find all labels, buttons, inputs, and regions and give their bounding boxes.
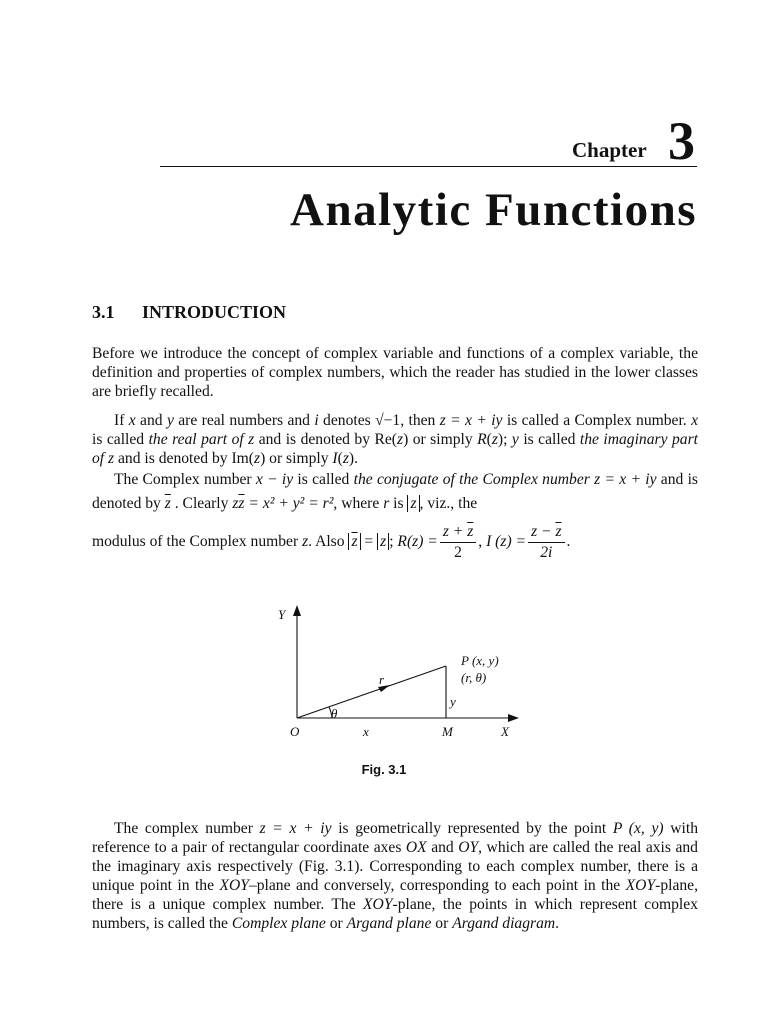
sqrt-minus-one: √−1 (375, 412, 401, 429)
radius-line (297, 666, 446, 718)
polar-coords-label: (r, θ) (461, 670, 487, 685)
x-axis-arrowhead (508, 714, 519, 722)
argand-diagram (270, 595, 540, 745)
chapter-heading (560, 111, 700, 171)
section-heading (92, 302, 286, 323)
chapter-number: 3 (668, 111, 695, 171)
m-point-label: M (442, 724, 453, 739)
intro-paragraph: Before we introduce the concept of complex variable and functions of a complex variable, the definition and properties of complex numbers, which the reader has studied in the lower classes are briefly recalled. (92, 345, 698, 400)
origin-label: O (290, 724, 300, 739)
x-length-label: x (363, 724, 369, 739)
y-axis-arrowhead (293, 605, 301, 616)
section-title: INTRODUCTION (142, 302, 287, 322)
x-axis-label: X (501, 724, 509, 739)
geometric-representation-paragraph: The complex number z = x + iy is geometrically represented by the point P (x, y) with reference to a pair of rectangular coordinate axes OX and OY, which are called the real axis and the imaginary axis respectively (Fig. 3.1). Corresponding to each complex number, there is a unique point in the XOY–plane and conversely, corresponding to each point in the XOY-plane, there is a unique complex number. The XOY-plane, the points in which represent complex numbers, is called the Complex plane or Argand plane or Argand diagram. (92, 820, 698, 932)
modulus-formula-line: modulus of the Complex number z. Also $\overline{z} = z$ ; R(z) = $\frac{z + \overline{z}}{2}$ , I (z) = $\frac{z - \overline{z}}{2i}$ . (92, 523, 571, 561)
theta-label: θ (331, 706, 338, 721)
conjugate-definition: The Complex number x − iy is called the conjugate of the Complex number z = x + iy and is denoted by $\overline{z}$ . Clearly $z\overline{z} = x^2 + y^2 = r^2$, where r is z , viz., the (92, 471, 698, 512)
y-axis-label: Y (278, 607, 286, 622)
chapter-title: Analytic Functions (290, 184, 697, 236)
imaginary-part-fraction: $\frac{z - \overline{z}}{2i}$ (528, 522, 564, 563)
figure-caption: Fig. 3.1 (361, 762, 407, 777)
chapter-rule (160, 166, 697, 167)
y-length-label: y (450, 694, 456, 709)
real-part-fraction: $\frac{z + \overline{z}}{2}$ (440, 522, 476, 563)
complex-number-definition: If x and y are real numbers and i denotes √−1, then z = x + iy is called a Complex number. x is called the real part of z and is denoted by Re(z) or simply R(z); y is called the imaginary part of z and is denoted by Im(z) or simply I(z). (92, 412, 698, 467)
r-label: r (379, 672, 385, 687)
p-point-label: P (x, y) (461, 653, 499, 668)
section-number: 3.1 (92, 302, 115, 322)
chapter-word: Chapter (572, 138, 647, 162)
